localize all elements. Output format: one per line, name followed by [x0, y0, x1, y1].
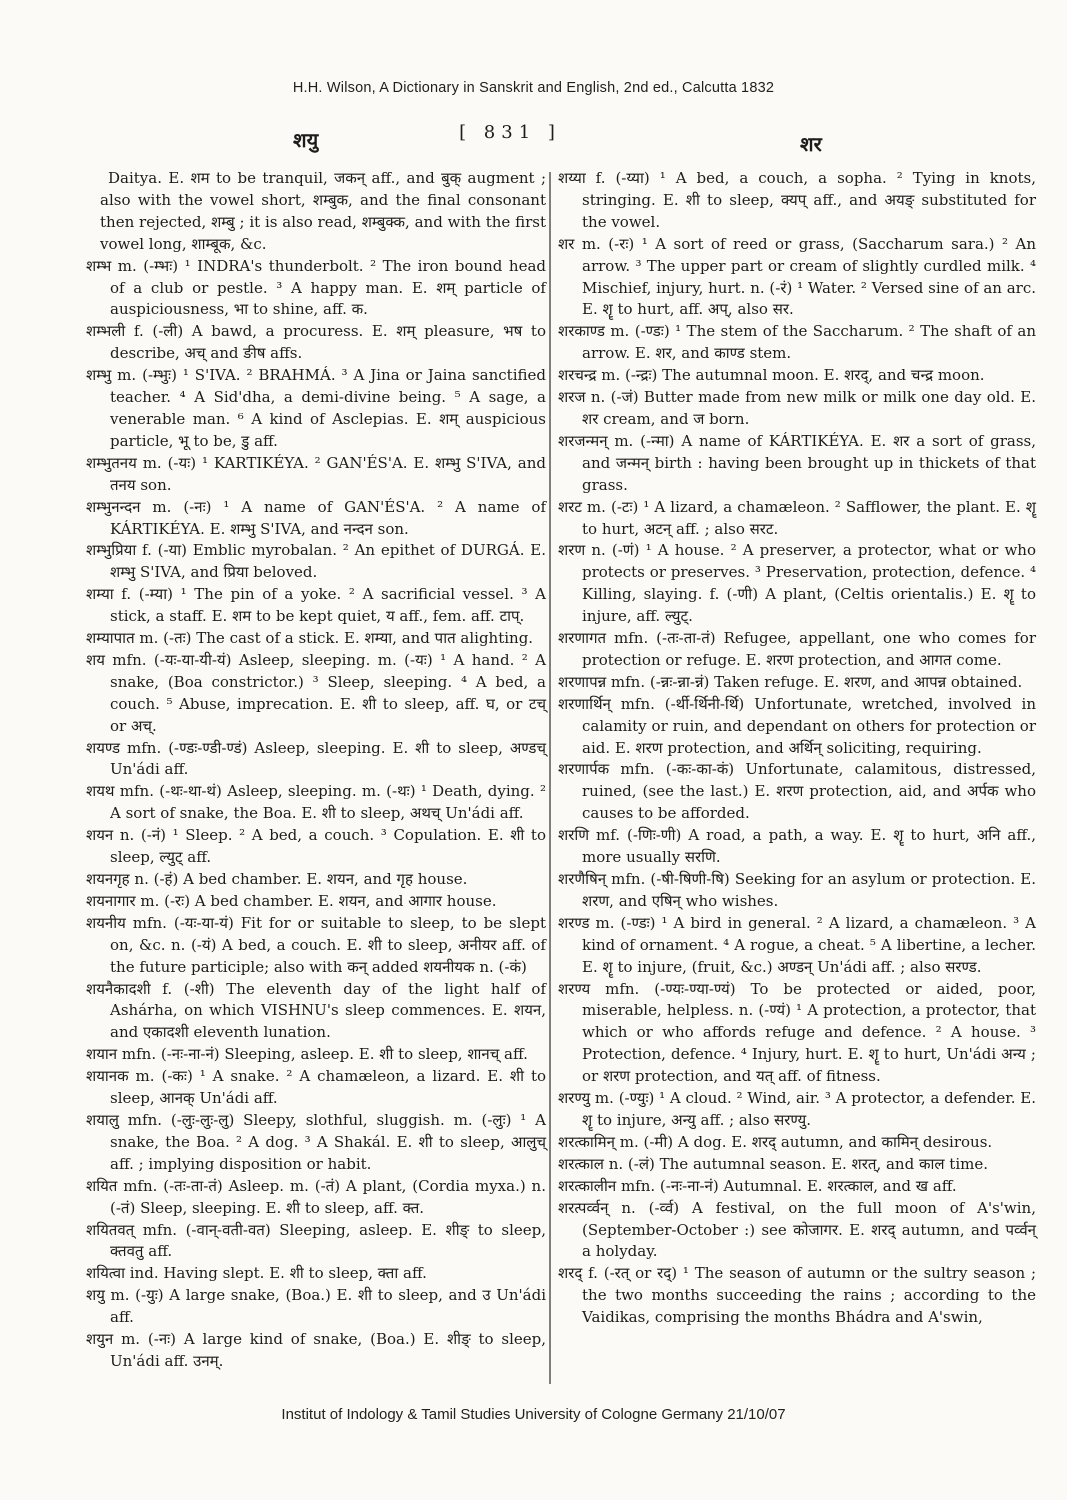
scan-footer-stamp: Institut of Indology & Tamil Studies University of Cologne Germany 21/10/07: [281, 1406, 786, 1423]
dictionary-entry: शम्भ m. (-म्भः) ¹ INDRA's thunderbolt. ² The iron bound head of a club or pestle. ³ A happy man. E. शम् particle of auspiciousness, भा to shine, aff. क.: [86, 256, 546, 319]
dictionary-entry: शरणि mf. (-णिः-णी) A road, a path, a way. E. शॄ to hurt, अनि aff., more usually सरणि.: [558, 826, 1036, 867]
dictionary-entry: शय्या f. (-य्या) ¹ A bed, a couch, a sopha. ² Tying in knots, stringing. E. शी to sleep, क्यप् aff., and अयङ् substituted for the vowel.: [558, 169, 1036, 231]
dictionary-entry: शर m. (-रः) ¹ A sort of reed or grass, (Saccharum sara.) ² An arrow. ³ The upper part or cream of slightly curdled milk. ⁴ Mischief, injury, hurt. n. (-रं) ¹ Water. ² Versed sine of an arc. E. शॄ to hurt, aff. अप्, also सर.: [558, 234, 1036, 319]
dictionary-entry: शयनैकादशी f. (-शी) The eleventh day of the light half of Ashárha, on which VISHNU's sleep commences. E. शयन, and एकादशी eleventh lunation.: [86, 979, 546, 1042]
dictionary-entry: शयण्ड mfn. (-ण्डः-ण्डी-ण्डं) Asleep, sleeping. E. शी to sleep, अण्डच् Un'ádi aff.: [86, 738, 546, 779]
dictionary-entry: शरज n. (-जं) Butter made from new milk or milk one day old. E. शर cream, and ज born.: [558, 388, 1036, 428]
dictionary-entry: शयन n. (-नं) ¹ Sleep. ² A bed, a couch. ³ Copulation. E. शी to sleep, ल्युट् aff.: [86, 826, 546, 867]
dictionary-entry: शयनागार m. (-रः) A bed chamber. E. शयन, and आगार house.: [86, 891, 497, 910]
dictionary-entry: शरण्ड m. (-ण्डः) ¹ A bird in general. ² A lizard, a chamæleon. ³ A kind of ornament. ⁴ A rogue, a cheat. ⁵ A libertine, a lecher. E. शॄ to injure, (fruit, &c.) अण्डन् Un'ádi aff. ; also सरण्ड.: [558, 913, 1036, 976]
dictionary-entry: शरकाण्ड m. (-ण्डः) ¹ The stem of the Saccharum. ² The shaft of an arrow. E. शर, and काण्ड stem.: [558, 322, 1036, 363]
dictionary-entry: शम्भुनन्दन m. (-नः) ¹ A name of GAN'ÉS'A. ² A name of KÁRTIKÉYA. E. शम्भु S'IVA, and नन्दन son.: [86, 497, 546, 538]
dictionary-entry: शम्भुतनय m. (-यः) ¹ KARTIKÉYA. ² GAN'ÉS'A. E. शम्भु S'IVA, and तनय son.: [86, 453, 546, 494]
dictionary-entry: शरणापन्न mfn. (-न्नः-न्ना-न्नं) Taken refuge. E. शरण, and आपन्न obtained.: [558, 672, 1023, 691]
page-number: [ 831 ]: [459, 122, 561, 143]
dictionary-entry: शम्भली f. (-ली) A bawd, a procuress. E. शम् pleasure, भष to describe, अच् and ङीष affs.: [86, 322, 546, 363]
dictionary-entry: शरणागत mfn. (-तः-ता-तं) Refugee, appellant, one who comes for protection or refuge. E. शरण protection, and आगत come.: [558, 629, 1036, 669]
dictionary-entry: शम्या f. (-म्या) ¹ The pin of a yoke. ² A sacrificial vessel. ³ A stick, a staff. E. शम to be kept quiet, य aff., fem. aff. टाप्.: [86, 585, 546, 626]
dictionary-entry: शरट m. (-टः) ¹ A lizard, a chamæleon. ² Safflower, the plant. E. शॄ to hurt, अटन् aff. ; also सरट.: [558, 497, 1036, 538]
running-head-left-word: शयु: [293, 128, 319, 152]
dictionary-entry: शयालु mfn. (-लुः-लुः-लु) Sleepy, slothful, sluggish. m. (-लुः) ¹ A snake, the Boa. ² A dog. ³ A Shakál. E. शी to sleep, आलुच् aff. ; implying disposition or habit.: [86, 1110, 546, 1173]
dictionary-entry: शयानक m. (-कः) ¹ A snake. ² A chamæleon, a lizard. E. शी to sleep, आनक् Un'ádi aff.: [86, 1067, 546, 1108]
running-head: [0, 122, 1067, 156]
dictionary-entry: शरणार्थिन् mfn. (-र्थी-र्थिनी-र्थि) Unfortunate, wretched, involved in calamity or ruin, and dependant on others for protection or aid. E. शरण protection, and अर्थिन् soliciting, requiring.: [558, 694, 1036, 757]
dictionary-entry: शरण्यु m. (-ण्युः) ¹ A cloud. ² Wind, air. ³ A protector, a defender. E. शॄ to injure, अन्यु aff. ; also सरण्यु.: [558, 1089, 1036, 1129]
dictionary-entry: शयथ mfn. (-थः-था-थं) Asleep, sleeping. m. (-थः) ¹ Death, dying. ² A sort of snake, the Boa. E. शी to sleep, अथच् Un'ádi aff.: [86, 782, 546, 823]
dictionary-entry: शयित्वा ind. Having slept. E. शी to sleep, क्ता aff.: [86, 1264, 427, 1283]
dictionary-entry: शरद् f. (-रत् or रद्) ¹ The season of autumn or the sultry season ; the two months succeeding the rains ; according to the Vaidikas, comprising the months Bhádra and A'swin,: [558, 1264, 1036, 1327]
dictionary-entry: शय mfn. (-यः-या-यी-यं) Asleep, sleeping. m. (-यः) ¹ A hand. ² A snake, (Boa constrictor.) ³ Sleep, sleeping. ⁴ A bed, a couch. ⁵ Abuse, imprecation. E. शी to sleep, aff. घ, or टच् or अच्.: [86, 650, 546, 735]
column-divider-rule: [549, 172, 551, 1384]
dictionary-entry: शम्भु m. (-म्भुः) ¹ S'IVA. ² BRAHMÁ. ³ A Jina or Jaina sanctified teacher. ⁴ A Sid'dha, a demi-divine being. ⁵ A sage, a venerable man. ⁶ A kind of Asclepias. E. शम् auspicious particle, भू to be, डु aff.: [86, 366, 546, 450]
dictionary-entry: शयु m. (-युः) A large snake, (Boa.) E. शी to sleep, and उ Un'ádi aff.: [86, 1286, 546, 1327]
dictionary-entry: शयान mfn. (-नः-ना-नं) Sleeping, asleep. E. शी to sleep, शानच् aff.: [86, 1045, 528, 1064]
dictionary-entry: शरण्य mfn. (-ण्यः-ण्या-ण्यं) To be protected or aided, poor, miserable, helpless. n. (-ण्यं) ¹ A protection, a protector, that which or who affords refuge and defence. ² A house. ³ Protection, defence. ⁴ Injury, hurt. E. शॄ to hurt, Un'ádi अन्य ; or शरण protection, and यत् aff. of fitness.: [558, 979, 1036, 1086]
scan-attribution-header: H.H. Wilson, A Dictionary in Sanskrit and English, 2nd ed., Calcutta 1832: [292, 80, 775, 96]
dictionary-entry: शयितवत् mfn. (-वान्-वती-वत) Sleeping, asleep. E. शीङ् to sleep, क्तवतु aff.: [86, 1220, 546, 1261]
dictionary-entry: शयित mfn. (-तः-ता-तं) Asleep. m. (-तं) A plant, (Cordia myxa.) n. (-तं) Sleep, sleeping. E. शी to sleep, aff. क्त.: [86, 1176, 546, 1217]
dictionary-entry: शरत्पर्व्वन् n. (-र्व्व) A festival, on the full moon of A's'win, (September-October :) see कोजागर. E. शरद् autumn, and पर्व्वन् a holyday.: [558, 1198, 1036, 1261]
dictionary-entry: शयनगृह n. (-हं) A bed chamber. E. शयन, and गृह house.: [86, 870, 468, 888]
dictionary-entry: शरणैषिन् mfn. (-षी-षिणी-षि) Seeking for an asylum or protection. E. शरण, and एषिन् who wishes.: [558, 870, 1036, 910]
dictionary-entry: शरजन्मन् m. (-न्मा) A name of KÁRTIKÉYA. E. शर a sort of grass, and जन्मन् birth : having been brought up in thickets of that grass.: [558, 431, 1036, 494]
dictionary-entry: शरत्काल n. (-लं) The autumnal season. E. शरत्, and काल time.: [558, 1154, 988, 1173]
dictionary-entry: शरचन्द्र m. (-न्द्रः) The autumnal moon. E. शरद्, and चन्द्र moon.: [558, 366, 985, 385]
dictionary-entry-continuation: Daitya. E. शम to be tranquil, जकन् aff., and बुक् augment ; also with the vowel short, शम्बुक, and the final consonant then rejected, शम्बु ; it is also read, शम्बुक्क, and with the first vowel long, शाम्बूक, &c.: [100, 169, 546, 253]
dictionary-entry: शयुन m. (-नः) A large kind of snake, (Boa.) E. शीङ् to sleep, Un'ádi aff. उनम्.: [86, 1330, 546, 1370]
dictionary-entry: शयनीय mfn. (-यः-या-यं) Fit for or suitable to sleep, to be slept on, &c. n. (-यं) A bed, a couch. E. शी to sleep, अनीयर aff. of the future participle; also with कन् added शयनीयक n. (-कं): [86, 913, 546, 976]
dictionary-entry: शम्भुप्रिया f. (-या) Emblic myrobalan. ² An epithet of DURGÁ. E. शम्भु S'IVA, and प्रिया beloved.: [86, 541, 546, 582]
running-head-right-word: शर: [800, 132, 822, 156]
dictionary-column-right: [558, 168, 1036, 1329]
dictionary-column-left: [86, 168, 546, 1373]
dictionary-entry: शरणार्पक mfn. (-कः-का-कं) Unfortunate, calamitous, distressed, ruined, (see the last.) E. शरण protection, aid, and अर्पक who causes to be afforded.: [558, 760, 1036, 823]
dictionary-entry: शरण n. (-णं) ¹ A house. ² A preserver, a protector, what or who protects or preserves. ³ Preservation, protection, defence. ⁴ Killing, slaying. f. (-णी) A plant, (Celtis orientalis.) E. शॄ to injure, aff. ल्युट्.: [558, 541, 1036, 626]
dictionary-entry: शरत्कामिन् m. (-मी) A dog. E. शरद् autumn, and कामिन् desirous.: [558, 1132, 993, 1151]
dictionary-entry: शरत्कालीन mfn. (-नः-ना-नं) Autumnal. E. शरत्काल, and ख aff.: [558, 1176, 957, 1195]
dictionary-entry: शम्यापात m. (-तः) The cast of a stick. E. शम्या, and पात alighting.: [86, 629, 534, 648]
